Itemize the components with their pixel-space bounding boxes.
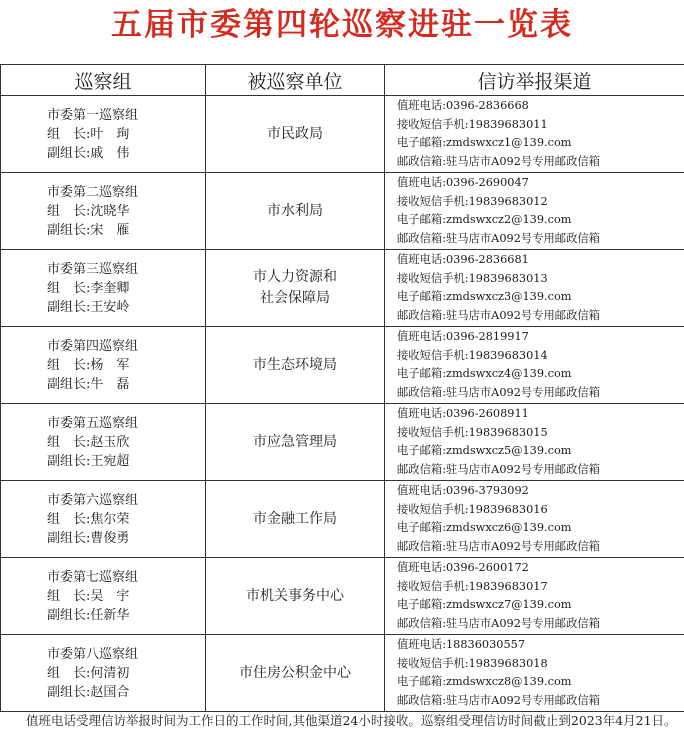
report-channels-cell [385, 404, 684, 481]
group-leader: 组 长:焦尔荣 [47, 511, 130, 527]
patrol-group-name: 市委第三巡察组 [47, 261, 139, 277]
duty-phone: 值班电话:0396-2836668 [397, 99, 529, 112]
inspected-unit-name: 市机关事务中心 [246, 587, 344, 604]
patrol-group-name: 市委第五巡察组 [47, 415, 139, 431]
postal-mailbox: 邮政信箱:驻马店市A092号专用邮政信箱 [397, 231, 600, 245]
duty-phone: 值班电话:0396-2819917 [397, 330, 529, 343]
inspected-unit-name: 市人力资源和 [253, 269, 337, 285]
table-row [1, 327, 684, 404]
email-address: 电子邮箱:zmdswxcz7@139.com [397, 598, 572, 611]
patrol-group-name: 市委第六巡察组 [47, 492, 139, 508]
duty-phone: 值班电话:0396-2600172 [397, 561, 529, 574]
sms-mobile: 接收短信手机:19839683014 [397, 348, 548, 362]
duty-phone: 值班电话:0396-2608911 [397, 407, 529, 420]
postal-mailbox: 邮政信箱:驻马店市A092号专用邮政信箱 [397, 462, 600, 476]
table-row [1, 404, 684, 481]
report-channels-cell [385, 635, 684, 712]
postal-mailbox: 邮政信箱:驻马店市A092号专用邮政信箱 [397, 385, 600, 399]
email-address: 电子邮箱:zmdswxcz6@139.com [397, 521, 572, 534]
patrol-group-name: 市委第二巡察组 [47, 184, 139, 200]
deputy-group-leader: 副组长:戚 伟 [47, 145, 130, 161]
postal-mailbox: 邮政信箱:驻马店市A092号专用邮政信箱 [397, 154, 600, 168]
patrol-group-cell [1, 635, 206, 712]
postal-mailbox: 邮政信箱:驻马店市A092号专用邮政信箱 [397, 693, 600, 707]
email-address: 电子邮箱:zmdswxcz2@139.com [397, 213, 572, 226]
table-header-row [1, 65, 684, 96]
sms-mobile: 接收短信手机:19839683013 [397, 271, 548, 285]
table-row [1, 173, 684, 250]
postal-mailbox: 邮政信箱:驻马店市A092号专用邮政信箱 [397, 616, 600, 630]
patrol-group-cell [1, 173, 206, 250]
patrol-group-name: 市委第八巡察组 [47, 646, 139, 662]
patrol-group-cell [1, 481, 206, 558]
report-channels-cell [385, 96, 684, 173]
inspected-unit-cell [206, 327, 385, 404]
postal-mailbox: 邮政信箱:驻马店市A092号专用邮政信箱 [397, 539, 600, 553]
report-channels-cell [385, 558, 684, 635]
group-leader: 组 长:吴 宇 [47, 588, 130, 604]
sms-mobile: 接收短信手机:19839683016 [397, 502, 548, 516]
inspected-unit-name: 市住房公积金中心 [239, 664, 351, 681]
page-title: 五届市委第四轮巡察进驻一览表 [111, 7, 573, 43]
table-row [1, 558, 684, 635]
group-leader: 组 长:杨 军 [47, 357, 130, 373]
group-leader: 组 长:何清初 [47, 665, 130, 681]
patrol-group-name: 市委第四巡察组 [47, 338, 139, 354]
duty-phone: 值班电话:0396-3793092 [397, 484, 529, 497]
deputy-group-leader: 副组长:宋 雁 [47, 222, 130, 238]
column-header-patrol-group: 巡察组 [1, 65, 206, 96]
group-leader: 组 长:沈晓华 [47, 203, 130, 219]
inspected-unit-cell [206, 173, 385, 250]
deputy-group-leader: 副组长:牛 磊 [47, 376, 130, 392]
sms-mobile: 接收短信手机:19839683017 [397, 579, 548, 593]
patrol-table [0, 64, 684, 712]
table-row [1, 635, 684, 712]
email-address: 电子邮箱:zmdswxcz4@139.com [397, 367, 572, 380]
sms-mobile: 接收短信手机:19839683011 [397, 117, 548, 131]
inspected-unit-name: 社会保障局 [260, 290, 330, 306]
report-channels-cell [385, 173, 684, 250]
patrol-group-cell [1, 96, 206, 173]
email-address: 电子邮箱:zmdswxcz3@139.com [397, 290, 572, 303]
inspected-unit-name: 市水利局 [267, 202, 323, 219]
deputy-group-leader: 副组长:王宛超 [47, 453, 130, 469]
inspected-unit-name: 市生态环境局 [253, 356, 337, 373]
inspected-unit-cell [206, 558, 385, 635]
patrol-group-cell [1, 250, 206, 327]
group-leader: 组 长:李奎卿 [47, 280, 130, 296]
email-address: 电子邮箱:zmdswxcz8@139.com [397, 675, 572, 688]
inspected-unit-cell [206, 96, 385, 173]
duty-phone: 值班电话:18836030557 [397, 638, 526, 651]
email-address: 电子邮箱:zmdswxcz5@139.com [397, 444, 572, 457]
duty-phone: 值班电话:0396-2690047 [397, 176, 529, 189]
group-leader: 组 长:赵玉欣 [47, 434, 130, 450]
sms-mobile: 接收短信手机:19839683012 [397, 194, 548, 208]
sms-mobile: 接收短信手机:19839683018 [397, 656, 548, 670]
inspected-unit-name: 市民政局 [267, 125, 323, 142]
sms-mobile: 接收短信手机:19839683015 [397, 425, 548, 439]
inspected-unit-cell [206, 635, 385, 712]
deputy-group-leader: 副组长:王安岭 [47, 299, 130, 315]
table-row [1, 250, 684, 327]
table-row [1, 481, 684, 558]
email-address: 电子邮箱:zmdswxcz1@139.com [397, 136, 572, 149]
deputy-group-leader: 副组长:曹俊勇 [47, 530, 130, 546]
inspected-unit-name: 市应急管理局 [253, 433, 337, 450]
deputy-group-leader: 副组长:赵国合 [47, 684, 130, 700]
inspected-unit-name: 市金融工作局 [253, 510, 337, 527]
table-row [1, 96, 684, 173]
table-body [1, 96, 684, 712]
report-channels-cell [385, 481, 684, 558]
patrol-group-name: 市委第一巡察组 [47, 107, 139, 123]
patrol-group-cell [1, 558, 206, 635]
deputy-group-leader: 副组长:任新华 [47, 607, 130, 623]
duty-phone: 值班电话:0396-2836681 [397, 253, 529, 266]
inspected-unit-cell [206, 481, 385, 558]
patrol-group-name: 市委第七巡察组 [47, 569, 139, 585]
report-channels-cell [385, 327, 684, 404]
inspected-unit-cell [206, 250, 385, 327]
group-leader: 组 长:叶 珣 [47, 126, 130, 142]
postal-mailbox: 邮政信箱:驻马店市A092号专用邮政信箱 [397, 308, 600, 322]
report-channels-cell [385, 250, 684, 327]
footnote: 值班电话受理信访举报时间为工作日的工作时间,其他渠道24小时接收。巡察组受理信访时间截止到2023年4月21日。 [26, 713, 677, 728]
column-header-inspected-unit: 被巡察单位 [206, 65, 385, 96]
patrol-group-cell [1, 404, 206, 481]
column-header-report-channels: 信访举报渠道 [385, 65, 684, 96]
inspected-unit-cell [206, 404, 385, 481]
patrol-group-cell [1, 327, 206, 404]
